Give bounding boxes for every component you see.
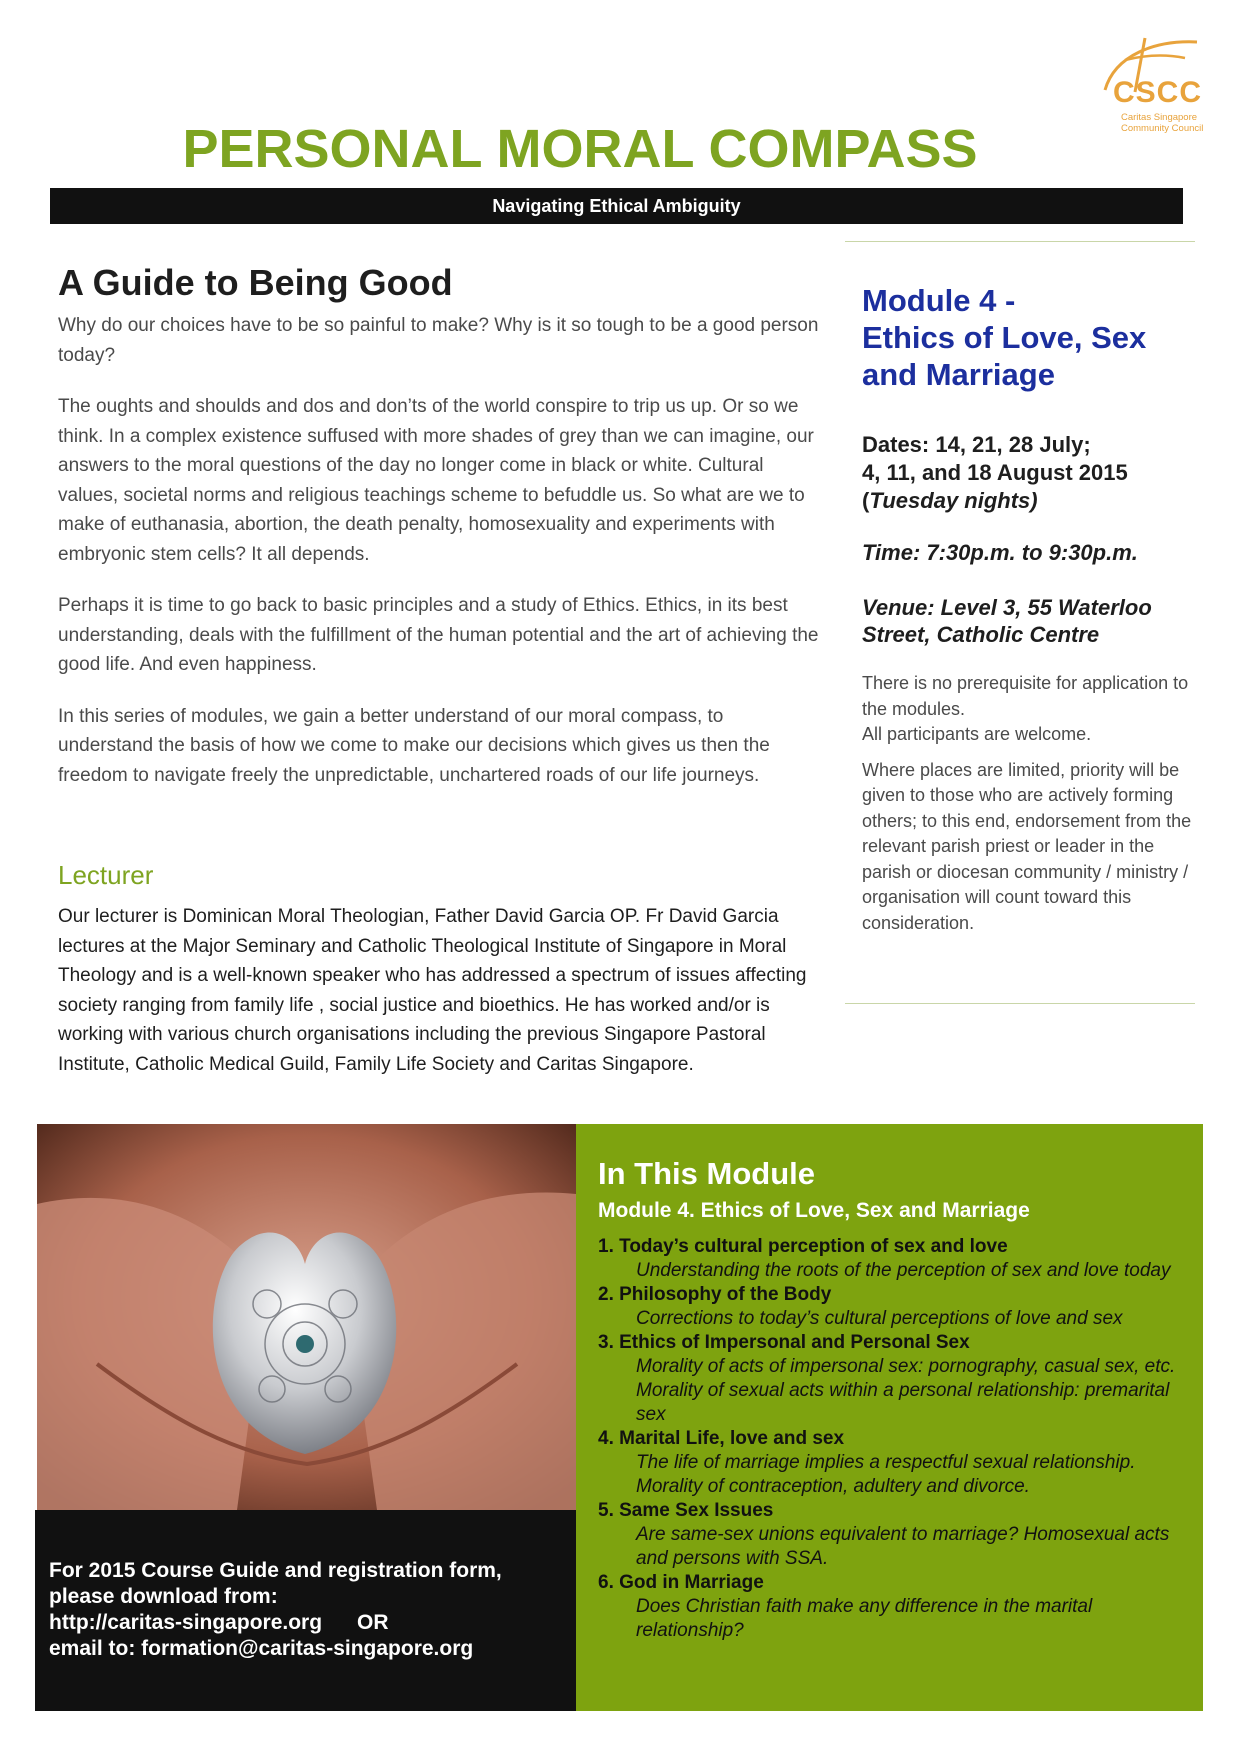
intro-paragraph: Why do our choices have to be so painful to make? Why is it so tough to be a good person today?: [58, 315, 819, 366]
lecturer-text: Our lecturer is Dominican Moral Theologian, Father David Garcia OP. Fr David Garcia lectures at the Major Seminary and Catholic Theological Institute of Singapore in Moral Theology and is a well-known speaker who has addressed a spectrum of issues affecting society ranging from family life , social justice and bioethics. He has worked and/or is working with various church organisations including the previous Singapore Pastoral Institute, Catholic Medical Guild, Family Life Society and Caritas Singapore.: [58, 906, 807, 1075]
list-item: 5. Same Sex Issues Are same-sex unions equivalent to marriage? Homosexual acts and persons with SSA.: [598, 1500, 1170, 1569]
divider: [845, 241, 1195, 242]
list-item: 1. Today’s cultural perception of sex and love Understanding the roots of the perception of sex and love today: [598, 1236, 1171, 1281]
topic-list: [598, 1235, 1183, 1643]
module-box: [576, 1124, 1203, 1711]
module-box-subheading: Module 4. Ethics of Love, Sex and Marriage: [598, 1199, 1030, 1222]
prerequisite-info: There is no prerequisite for application to the modules. All participants are welcome. Where places are limited, priority will be given to those who are actively forming others; to this end, endorsement from the relevant parish priest or leader in the parish or diocesan community / ministry / organisation will count toward this consideration.: [862, 671, 1202, 946]
hands-heart-photo: [37, 1124, 576, 1510]
module-heading: Module 4 - Ethics of Love, Sex and Marriage: [862, 283, 1147, 392]
list-item: 4. Marital Life, love and sex The life of marriage implies a respectful sexual relationship. Morality of contraception, adultery and divorce.: [598, 1428, 1136, 1497]
guide-heading: A Guide to Being Good: [58, 262, 453, 303]
page-subtitle: Navigating Ethical Ambiguity: [492, 196, 741, 216]
lecturer-heading: Lecturer: [58, 860, 154, 890]
registration-box: [35, 1510, 576, 1711]
intro-paragraph: In this series of modules, we gain a better understand of our moral compass, to understand the basis of how we come to make our decisions which gives us then the freedom to navigate freely the unpredictable, unchartered roads of our life journeys.: [58, 705, 770, 786]
logo-wordmark: CSCC: [1113, 76, 1203, 109]
subtitle-bar: [50, 188, 1183, 224]
list-item: 2. Philosophy of the Body Corrections to today’s cultural perceptions of love and sex: [598, 1284, 1123, 1329]
dates-info: Dates: 14, 21, 28 July; 4, 11, and 18 August 2015 (Tuesday nights): [862, 432, 1128, 513]
page-title: PERSONAL MORAL COMPASS: [182, 119, 978, 179]
intro-text: [58, 311, 823, 812]
priority-info: Where places are limited, priority will be given to those who are actively forming others; to this end, endorsement from the relevant parish priest or leader in the parish or diocesan community / ministry / organisation will count toward this consideration.: [862, 759, 1192, 933]
list-item: 3. Ethics of Impersonal and Personal Sex Morality of acts of impersonal sex: pornography, casual sex, etc. Morality of sexual acts within a personal relationship: premarital sex: [598, 1332, 1176, 1425]
course-guide-link[interactable]: http://caritas-singapore.org: [49, 1611, 323, 1634]
logo-subtitle: Caritas Singapore Community Council: [1121, 112, 1204, 134]
module-box-heading: In This Module: [598, 1156, 815, 1191]
intro-paragraph: Perhaps it is time to go back to basic principles and a study of Ethics. Ethics, in its best understanding, deals with the fulfillment of the human potential and the art of achieving the good life. And even happiness.: [58, 595, 819, 675]
list-item: 6. God in Marriage Does Christian faith make any difference in the marital relationship?: [598, 1572, 1093, 1641]
time-info: Time: 7:30p.m. to 9:30p.m.: [862, 540, 1138, 565]
email-contact[interactable]: email to: formation@caritas-singapore.org: [49, 1637, 474, 1660]
registration-info: For 2015 Course Guide and registration form, please download from: http://caritas-singapore.org OR email to: formation@caritas-singapore.org: [49, 1558, 569, 1662]
divider: [845, 1003, 1195, 1004]
intro-paragraph: The oughts and shoulds and dos and don’ts of the world conspire to trip us up. Or so we think. In a complex existence suffused with more shades of grey than we can imagine, our answers to the moral questions of the day no longer come in black or white. Cultural values, societal norms and religious teachings scheme to befuddle us. So what are we to make of euthanasia, abortion, the death penalty, homosexuality and experiments with embryonic stem cells? It all depends.: [58, 396, 814, 565]
venue-info: Venue: Level 3, 55 Waterloo Street, Catholic Centre: [862, 595, 1152, 647]
